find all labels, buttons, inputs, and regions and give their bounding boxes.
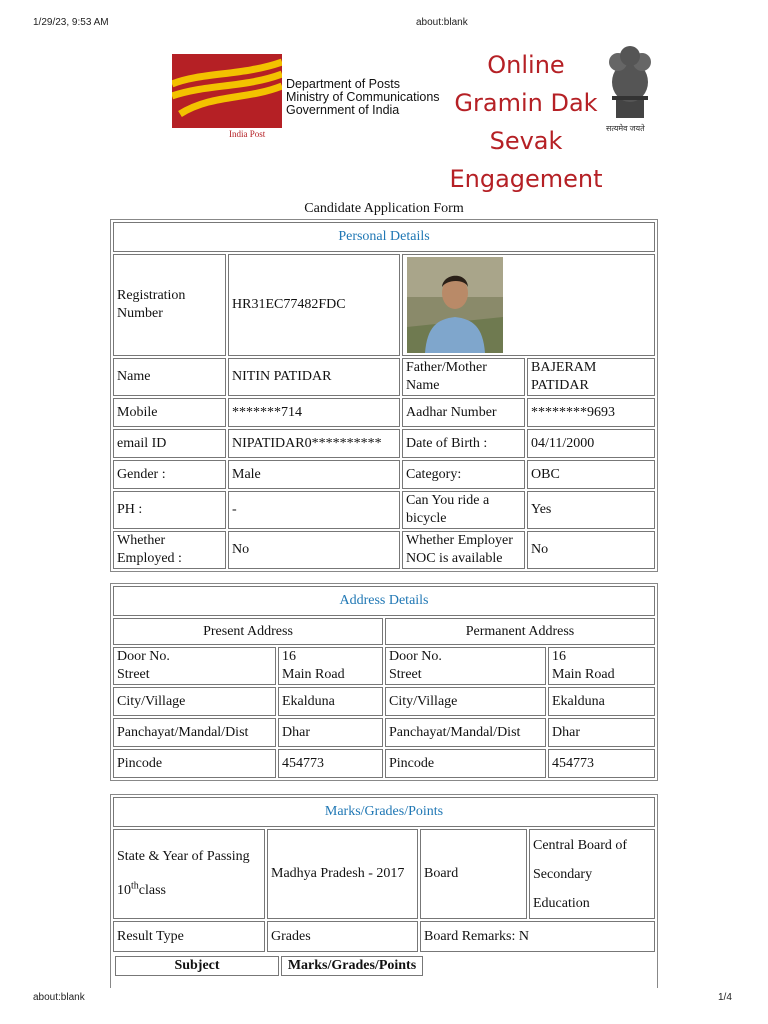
ph-value: - xyxy=(228,491,400,529)
state-year-value: Madhya Pradesh - 2017 xyxy=(267,829,418,919)
board-remarks-value: N xyxy=(518,928,529,944)
permanent-city-label: City/Village xyxy=(385,687,546,716)
result-type-label: Result Type xyxy=(113,921,265,952)
title-line: Engagement xyxy=(449,165,603,193)
address-details-section xyxy=(110,583,658,781)
category-value: OBC xyxy=(527,460,655,489)
aadhar-value: ********9693 xyxy=(527,398,655,427)
registration-value: HR31EC77482FDC xyxy=(228,254,400,356)
class-label xyxy=(117,874,261,908)
permanent-district-value: Dhar xyxy=(548,718,655,747)
board-value: Central Board of Secondary Education xyxy=(529,829,655,919)
print-timestamp: 1/29/23, 9:53 AM xyxy=(33,17,109,28)
noc-value: No xyxy=(527,531,655,569)
street-label: Street xyxy=(389,667,422,682)
dob-label: Date of Birth : xyxy=(402,429,525,458)
board-remarks xyxy=(420,921,655,952)
present-door-value: 16 xyxy=(282,649,296,664)
footer-page-url: about:blank xyxy=(33,992,85,1003)
category-label: Category: xyxy=(402,460,525,489)
state-year-label xyxy=(113,829,265,919)
present-city-value: Ekalduna xyxy=(278,687,383,716)
form-title: Candidate Application Form xyxy=(304,201,464,216)
dept-line: Department of Posts xyxy=(286,77,400,91)
dept-line: Government of India xyxy=(286,103,400,117)
title-line: Sevak xyxy=(489,127,563,155)
present-address-heading: Present Address xyxy=(113,618,383,645)
dob-value: 04/11/2000 xyxy=(527,429,655,458)
emblem-motto: सत्यमेव जयते xyxy=(606,124,645,133)
present-pincode-label: Pincode xyxy=(113,749,276,778)
permanent-street-value: Main Road xyxy=(552,667,615,682)
permanent-address-heading: Permanent Address xyxy=(385,618,655,645)
board-label: Board xyxy=(420,829,527,919)
class-suffix: th xyxy=(131,880,139,892)
registration-label: Registration Number xyxy=(113,254,226,356)
dept-line: Ministry of Communications xyxy=(286,90,440,104)
mobile-value: *******714 xyxy=(228,398,400,427)
title-line: Online xyxy=(487,51,565,79)
permanent-door-street-value xyxy=(548,647,655,685)
present-door-street-value xyxy=(278,647,383,685)
personal-details-section xyxy=(110,219,658,572)
result-type-value: Grades xyxy=(267,921,418,952)
ph-label: PH : xyxy=(113,491,226,529)
permanent-pincode-label: Pincode xyxy=(385,749,546,778)
portal-title xyxy=(440,46,612,198)
title-line: Gramin Dak xyxy=(454,89,598,117)
permanent-city-value: Ekalduna xyxy=(548,687,655,716)
class-number: 10 xyxy=(117,883,131,898)
employed-label: Whether Employed : xyxy=(113,531,226,569)
state-year-text: State & Year of Passing xyxy=(117,849,250,864)
street-label: Street xyxy=(117,667,150,682)
board-remarks-label: Board Remarks: xyxy=(424,928,516,944)
india-post-logo xyxy=(172,54,282,128)
permanent-door-value: 16 xyxy=(552,649,566,664)
class-word: class xyxy=(138,883,166,898)
email-label: email ID xyxy=(113,429,226,458)
gender-label: Gender : xyxy=(113,460,226,489)
noc-label: Whether Employer NOC is available xyxy=(402,531,525,569)
name-value: NITIN PATIDAR xyxy=(228,358,400,396)
parent-name-label: Father/Mother Name xyxy=(402,358,525,396)
email-value: NIPATIDAR0********** xyxy=(228,429,400,458)
present-pincode-value: 454773 xyxy=(278,749,383,778)
address-details-heading: Address Details xyxy=(113,586,655,616)
gender-value: Male xyxy=(228,460,400,489)
present-district-label: Panchayat/Mandal/Dist xyxy=(113,718,276,747)
employed-value: No xyxy=(228,531,400,569)
parent-name-value: BAJERAM PATIDAR xyxy=(527,358,655,396)
door-label: Door No. xyxy=(389,649,442,664)
subject-column-header: Subject xyxy=(115,956,279,976)
marks-section xyxy=(110,794,658,988)
aadhar-label: Aadhar Number xyxy=(402,398,525,427)
subject-marks-table xyxy=(113,954,425,978)
bicycle-label: Can You ride a bicycle xyxy=(402,491,525,529)
print-page-url: about:blank xyxy=(416,17,468,28)
permanent-district-label: Panchayat/Mandal/Dist xyxy=(385,718,546,747)
candidate-photo xyxy=(402,254,655,356)
india-post-caption: India Post xyxy=(229,129,266,139)
bicycle-value: Yes xyxy=(527,491,655,529)
marks-heading: Marks/Grades/Points xyxy=(113,797,655,827)
permanent-door-street-label xyxy=(385,647,546,685)
permanent-pincode-value: 454773 xyxy=(548,749,655,778)
name-label: Name xyxy=(113,358,226,396)
door-label: Door No. xyxy=(117,649,170,664)
mobile-label: Mobile xyxy=(113,398,226,427)
department-text xyxy=(286,78,440,117)
marks-column-header: Marks/Grades/Points xyxy=(281,956,423,976)
present-district-value: Dhar xyxy=(278,718,383,747)
personal-details-heading: Personal Details xyxy=(113,222,655,252)
present-door-street-label xyxy=(113,647,276,685)
present-city-label: City/Village xyxy=(113,687,276,716)
footer-page-number: 1/4 xyxy=(718,992,732,1003)
present-street-value: Main Road xyxy=(282,667,345,682)
